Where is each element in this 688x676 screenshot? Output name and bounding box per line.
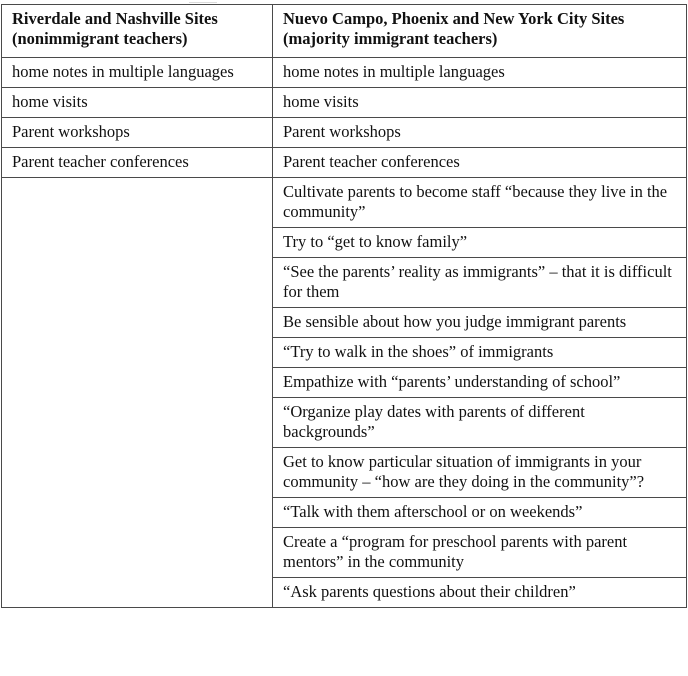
table-cell-left: Parent workshops	[2, 118, 273, 148]
table-cell-right: Parent teacher conferences	[273, 148, 687, 178]
header-nonimmigrant-sites	[2, 5, 273, 58]
table-cell-left: home visits	[2, 88, 273, 118]
table-row	[2, 148, 687, 178]
table-cell-left-empty	[2, 178, 273, 608]
table-cell-right: “Talk with them afterschool or on weekends”	[273, 498, 687, 528]
header-immigrant-sites	[273, 5, 687, 58]
table-cell-right: Get to know particular situation of immigrants in your community – “how are they doing in the community”?	[273, 448, 687, 498]
table-cell-right: Parent workshops	[273, 118, 687, 148]
table-header-row	[2, 5, 687, 58]
table-cell-right: Be sensible about how you judge immigrant parents	[273, 308, 687, 338]
table-cell-right: home notes in multiple languages	[273, 58, 687, 88]
table-cell-left: home notes in multiple languages	[2, 58, 273, 88]
table-cell-right: “See the parents’ reality as immigrants” – that it is difficult for them	[273, 258, 687, 308]
table-cell-right: home visits	[273, 88, 687, 118]
table-cell-right: “Organize play dates with parents of different backgrounds”	[273, 398, 687, 448]
header-title: Riverdale and Nashville Sites	[12, 9, 218, 28]
table-row	[2, 88, 687, 118]
cropped-caption-fragment	[189, 0, 217, 3]
table-cell-right: Cultivate parents to become staff “because they live in the community”	[273, 178, 687, 228]
comparison-table	[1, 4, 687, 608]
header-title: Nuevo Campo, Phoenix and New York City Sites	[283, 9, 625, 28]
header-subtitle: (nonimmigrant teachers)	[12, 29, 188, 48]
table-cell-right: “Try to walk in the shoes” of immigrants	[273, 338, 687, 368]
table-row	[2, 178, 687, 228]
table-cell-right: Create a “program for preschool parents with parent mentors” in the community	[273, 528, 687, 578]
table-row	[2, 58, 687, 88]
table-cell-right: Try to “get to know family”	[273, 228, 687, 258]
table-cell-right: “Ask parents questions about their children”	[273, 578, 687, 608]
table-cell-left: Parent teacher conferences	[2, 148, 273, 178]
header-subtitle: (majority immigrant teachers)	[283, 29, 498, 48]
table-cell-right: Empathize with “parents’ understanding of school”	[273, 368, 687, 398]
table-row	[2, 118, 687, 148]
